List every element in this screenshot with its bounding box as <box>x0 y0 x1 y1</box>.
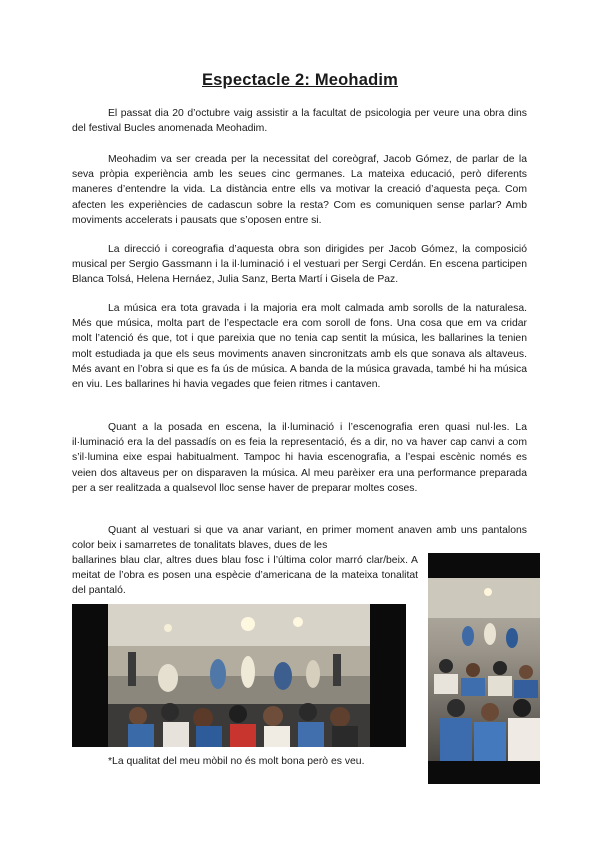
page-title: Espectacle 2: Meohadim <box>201 71 399 89</box>
paragraph-intro: El passat dia 20 d’octubre vaig assistir a la facultat de psicologia per veure una obra dins del festival Bucles anomenada Meohadim. <box>72 108 527 135</box>
paragraph-credits: La direcció i coreografia d’aquesta obra son dirigides per Jacob Gómez, la composició musical per Sergio Gassmann i la il·luminació i el vestuari per Sergi Cerdán. En escena participen Blanca Tolsá, Helena Hernáez, Julia Sanz, Berta Martí i Gisela de Paz. <box>72 244 527 286</box>
paragraph-concept: Meohadim va ser creada per la necessitat del coreògraf, Jacob Gómez, de parlar de la seva pròpia experiència amb les seues cinc germanes. La mateixa educació, però diferents maneres d’entendre la vida. La distància entre ells va motivar la creació d’aquesta peça. Com afecten les experiències de cadascun sobre la resta? Com es comuniquen sense parlar? Amb moviments accelerats i pausats que s’oposen entre si. <box>72 154 527 226</box>
photo-caption: *La qualitat del meu mòbil no és molt bona però es veu. <box>108 756 365 767</box>
paragraph-costume-rest: ballarines blau clar, altres dues blau fosc i l’última color marró clar/beix. A meitat de l’obra es posen una espècie d’americana de la mateixa tonalitat del pantaló. <box>72 555 418 597</box>
paragraph-staging: Quant a la posada en escena, la il·luminació i l’escenografia eren quasi nul·les. La il·luminació era la del passadís on es feia la representació, és a dir, no va haver cap canvi a com s’il·lumina eixe espai habitualment. Tampoc hi havia escenografia, a l’espai escènic només es veien dos altaveus per on disparaven la música. Al meu parèixer era una performance preparada per a ser realitzada a qualsevol lloc sense haver de preparar moltes coses. <box>72 422 527 494</box>
audience-and-dancers-image <box>428 578 540 761</box>
dancers-in-hall-image <box>108 604 370 747</box>
paragraph-costume-start: Quant al vestuari si que va anar variant, en primer moment anaven amb uns pantalons color beix i samarretes de tonalitats blaves, dues de les <box>72 525 527 552</box>
paragraph-music: La música era tota gravada i la majoria era molt calmada amb sorolls de la naturalesa. Més que música, molta part de l’espectacle era com soroll de fons. Una cosa que em va cridar molt l’atenció és que, tot i que pareixia que no tenia cap sentit la música, les ballarines la tenien molt estudiada ja que els seus moviments anaven sincronitzats amb els que sonava als altaveus. Més avant en l’obra si que es fa ús de música. A banda de la música gravada, també hi ha música en viu. Les ballarines hi havia vegades que feien ritmes i cantaven. <box>72 303 527 391</box>
performance-photo-wide <box>72 604 406 747</box>
performance-photo-tall <box>428 553 540 784</box>
